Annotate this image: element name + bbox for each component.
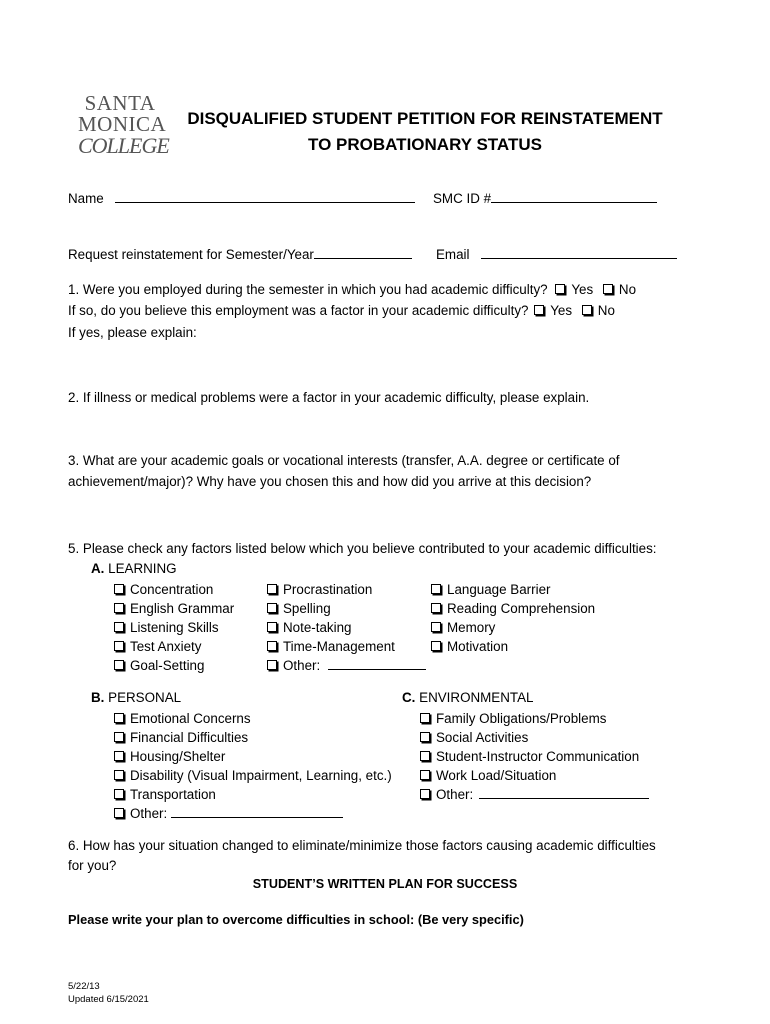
checkbox-item[interactable]: Time-Management (267, 637, 426, 656)
checkbox[interactable] (420, 713, 430, 723)
checkbox-item[interactable]: Other: (420, 785, 649, 804)
section-c-environmental: C. ENVIRONMENTAL (402, 690, 534, 705)
checkbox[interactable] (114, 732, 124, 742)
checkbox[interactable] (431, 622, 441, 632)
email-input-line[interactable] (481, 246, 677, 259)
checkbox[interactable] (114, 789, 124, 799)
other-input-line[interactable] (328, 657, 426, 670)
other-input-line[interactable] (171, 805, 343, 818)
section-b-personal: B. PERSONAL (91, 690, 182, 705)
checkbox-item[interactable]: Concentration (114, 580, 234, 599)
plan-heading: STUDENT’S WRITTEN PLAN FOR SUCCESS (252, 877, 518, 891)
checkbox[interactable] (114, 808, 124, 818)
semester-field[interactable]: Request reinstatement for Semester/Year (68, 246, 412, 262)
learning-column-2 (267, 580, 426, 675)
checkbox[interactable] (114, 584, 124, 594)
checkbox-item[interactable]: Financial Difficulties (114, 728, 392, 747)
checkbox[interactable] (114, 660, 124, 670)
checkbox-item[interactable]: Disability (Visual Impairment, Learning, etc.) (114, 766, 392, 785)
checkbox-item[interactable]: Other: (114, 804, 392, 823)
checkbox-item[interactable]: Goal-Setting (114, 656, 234, 675)
checkbox[interactable] (267, 660, 277, 670)
checkbox[interactable] (267, 603, 277, 613)
q1-yes-checkbox[interactable] (555, 284, 565, 294)
checkbox-item[interactable]: Spelling (267, 599, 426, 618)
checkbox-item[interactable]: Language Barrier (431, 580, 595, 599)
question-1-factor: If so, do you believe this employment was a factor in your academic difficulty? Yes No (68, 303, 615, 318)
plan-instruction: Please write your plan to overcome difficulties in school: (Be very specific) (68, 912, 524, 927)
checkbox-item[interactable]: Note-taking (267, 618, 426, 637)
q1-factor-no-checkbox[interactable] (582, 305, 592, 315)
question-6-line2: for you? (68, 858, 117, 873)
section-a-learning: A. LEARNING (91, 561, 177, 576)
checkbox[interactable] (267, 641, 277, 651)
question-3-goals-line1: 3. What are your academic goals or vocational interests (transfer, A.A. degree or certificate of (68, 453, 620, 468)
checkbox[interactable] (114, 713, 124, 723)
smc-id-field[interactable]: SMC ID # (433, 190, 657, 206)
checkbox-item[interactable]: Memory (431, 618, 595, 637)
question-1-employment: 1. Were you employed during the semester in which you had academic difficulty? Yes No (68, 282, 637, 297)
footer-date: 5/22/13 (68, 981, 100, 992)
checkbox-item[interactable]: Emotional Concerns (114, 709, 392, 728)
checkbox[interactable] (114, 641, 124, 651)
checkbox-item[interactable]: Social Activities (420, 728, 649, 747)
name-input-line[interactable] (115, 190, 415, 203)
checkbox[interactable] (114, 603, 124, 613)
checkbox-item[interactable]: Other: (267, 656, 426, 675)
question-2-illness: 2. If illness or medical problems were a factor in your academic difficulty, please explain. (68, 390, 590, 405)
learning-column-1 (114, 580, 234, 675)
question-3-goals-line2: achievement/major)? Why have you chosen this and how did you arrive at this decision? (68, 474, 592, 489)
checkbox[interactable] (267, 584, 277, 594)
checkbox[interactable] (420, 789, 430, 799)
q1-factor-yes-checkbox[interactable] (534, 305, 544, 315)
checkbox[interactable] (114, 751, 124, 761)
checkbox[interactable] (431, 603, 441, 613)
college-logo: SANTA MONICA COLLEGE (78, 91, 169, 158)
checkbox-item[interactable]: Listening Skills (114, 618, 234, 637)
checkbox-item[interactable]: Reading Comprehension (431, 599, 595, 618)
footer-updated: Updated 6/15/2021 (68, 994, 149, 1005)
personal-list (114, 709, 392, 823)
semester-input-line[interactable] (314, 246, 412, 259)
name-field[interactable]: Name (68, 190, 415, 206)
other-input-line[interactable] (479, 786, 649, 799)
checkbox-item[interactable]: Student-Instructor Communication (420, 747, 649, 766)
checkbox-item[interactable]: Transportation (114, 785, 392, 804)
checkbox-item[interactable]: Motivation (431, 637, 595, 656)
q1-no-checkbox[interactable] (603, 284, 613, 294)
checkbox[interactable] (420, 732, 430, 742)
checkbox[interactable] (114, 622, 124, 632)
learning-column-3 (431, 580, 595, 656)
checkbox[interactable] (267, 622, 277, 632)
checkbox[interactable] (431, 584, 441, 594)
checkbox[interactable] (420, 751, 430, 761)
checkbox-item[interactable]: Procrastination (267, 580, 426, 599)
checkbox-item[interactable]: Test Anxiety (114, 637, 234, 656)
checkbox-item[interactable]: Work Load/Situation (420, 766, 649, 785)
question-5-intro: 5. Please check any factors listed below which you believe contributed to your academic difficulties: (68, 541, 657, 556)
smc-id-input-line[interactable] (491, 190, 657, 203)
checkbox[interactable] (114, 770, 124, 780)
email-field[interactable]: Email (436, 246, 677, 262)
checkbox-item[interactable]: Housing/Shelter (114, 747, 392, 766)
environmental-list (420, 709, 649, 804)
checkbox[interactable] (420, 770, 430, 780)
checkbox-item[interactable]: Family Obligations/Problems (420, 709, 649, 728)
question-6-line1: 6. How has your situation changed to eliminate/minimize those factors causing academic difficulties (68, 838, 656, 853)
question-1-explain: If yes, please explain: (68, 325, 197, 340)
checkbox[interactable] (431, 641, 441, 651)
form-title: DISQUALIFIED STUDENT PETITION FOR REINSTATEMENT TO PROBATIONARY STATUS (187, 109, 663, 154)
checkbox-item[interactable]: English Grammar (114, 599, 234, 618)
